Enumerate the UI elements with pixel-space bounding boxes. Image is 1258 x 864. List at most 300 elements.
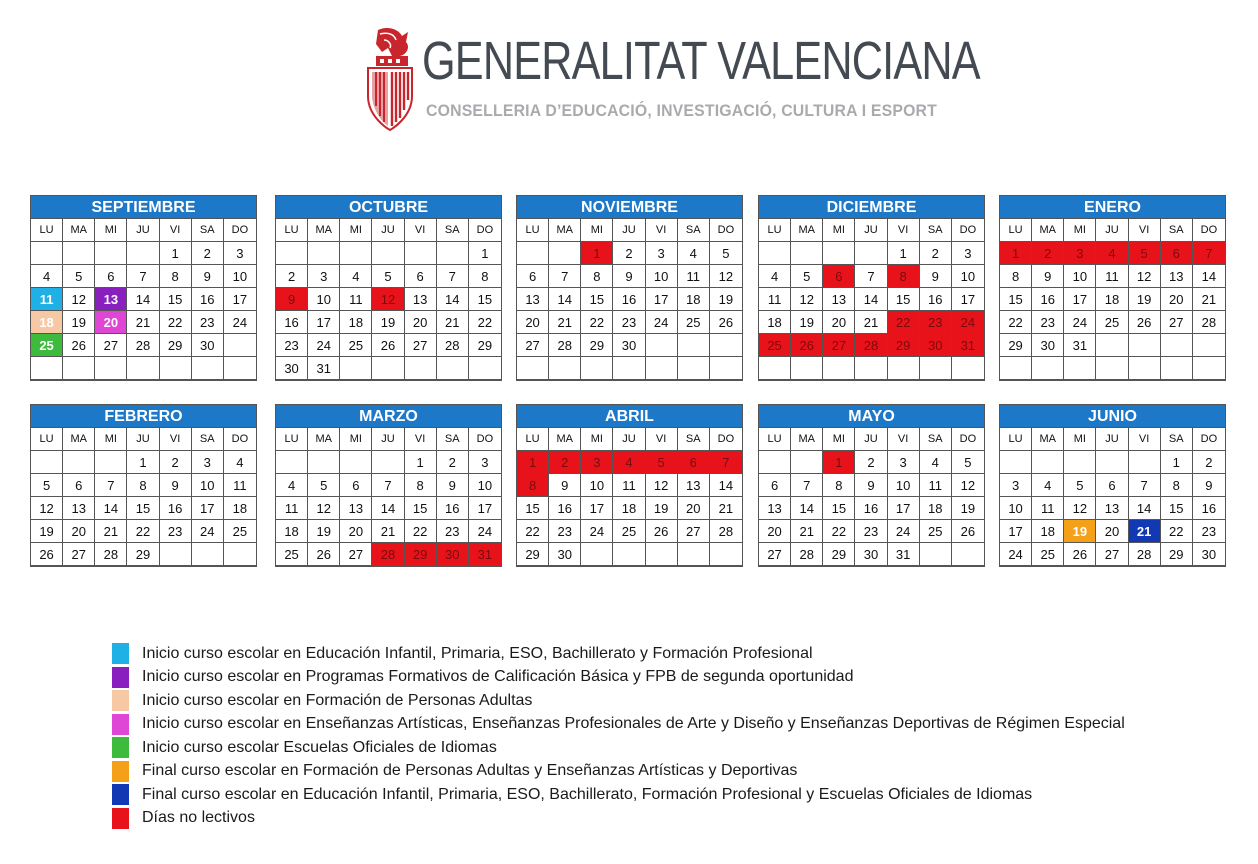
day-cell: 21 <box>549 311 581 334</box>
empty-cell <box>31 242 63 265</box>
empty-cell <box>1096 451 1128 474</box>
day-cell: 23 <box>613 311 645 334</box>
day-cell: 1 <box>1000 242 1032 265</box>
day-cell: 4 <box>31 265 63 288</box>
day-cell: 19 <box>710 288 742 311</box>
empty-cell <box>517 242 549 265</box>
day-cell: 16 <box>276 311 308 334</box>
legend-item <box>112 666 1125 690</box>
day-cell: 26 <box>63 334 95 357</box>
day-cell: 17 <box>192 497 224 520</box>
month-name: NOVIEMBRE <box>517 196 742 219</box>
day-cell: 12 <box>710 265 742 288</box>
empty-cell <box>127 357 159 380</box>
legend-item <box>112 689 1125 713</box>
day-cell: 27 <box>1161 311 1193 334</box>
day-cell: 17 <box>952 288 984 311</box>
empty-cell <box>1161 357 1193 380</box>
weekday-header: DO <box>469 428 501 451</box>
empty-cell <box>517 357 549 380</box>
month-name: FEBRERO <box>31 405 256 428</box>
day-cell: 15 <box>405 497 437 520</box>
day-cell: 11 <box>276 497 308 520</box>
weekday-header: VI <box>160 219 192 242</box>
weekday-header: MA <box>1032 219 1064 242</box>
empty-cell <box>192 357 224 380</box>
day-cell: 19 <box>952 497 984 520</box>
day-cell: 7 <box>372 474 404 497</box>
day-cell: 1 <box>888 242 920 265</box>
weekday-header: SA <box>192 428 224 451</box>
day-cell: 24 <box>224 311 256 334</box>
empty-cell <box>1129 451 1161 474</box>
day-cell: 28 <box>95 543 127 566</box>
weekday-header: MI <box>823 428 855 451</box>
weekday-header: MI <box>1064 428 1096 451</box>
day-cell: 15 <box>1000 288 1032 311</box>
month-name: OCTUBRE <box>276 196 501 219</box>
day-cell: 3 <box>581 451 613 474</box>
day-cell: 25 <box>1032 543 1064 566</box>
day-cell: 26 <box>1129 311 1161 334</box>
day-cell: 23 <box>549 520 581 543</box>
day-cell: 12 <box>646 474 678 497</box>
day-cell: 22 <box>517 520 549 543</box>
day-cell: 16 <box>160 497 192 520</box>
empty-cell <box>340 242 372 265</box>
day-cell: 4 <box>224 451 256 474</box>
legend-label: Final curso escolar en Educación Infantil, Primaria, ESO, Bachillerato, Formación Profesional y Escuelas Oficiales de Idiomas <box>142 785 1033 803</box>
day-cell: 23 <box>192 311 224 334</box>
day-cell: 14 <box>437 288 469 311</box>
empty-cell <box>340 451 372 474</box>
day-cell: 18 <box>340 311 372 334</box>
day-cell: 8 <box>469 265 501 288</box>
day-cell: 30 <box>549 543 581 566</box>
day-cell: 3 <box>224 242 256 265</box>
weekday-header: DO <box>469 219 501 242</box>
legend-swatch <box>112 667 129 688</box>
day-cell: 23 <box>160 520 192 543</box>
day-cell: 16 <box>549 497 581 520</box>
day-cell: 22 <box>127 520 159 543</box>
day-cell: 7 <box>710 451 742 474</box>
day-cell: 20 <box>517 311 549 334</box>
day-cell: 20 <box>95 311 127 334</box>
day-cell: 4 <box>759 265 791 288</box>
weekday-header: JU <box>1096 428 1128 451</box>
day-cell: 4 <box>340 265 372 288</box>
day-cell: 12 <box>1129 265 1161 288</box>
day-cell: 26 <box>791 334 823 357</box>
day-cell: 29 <box>127 543 159 566</box>
month-name: ENERO <box>1000 196 1225 219</box>
day-cell: 13 <box>1096 497 1128 520</box>
day-cell: 13 <box>63 497 95 520</box>
day-cell: 12 <box>31 497 63 520</box>
legend-item <box>112 807 1125 831</box>
month-febrero <box>30 404 257 567</box>
weekday-header: LU <box>517 219 549 242</box>
month-octubre <box>275 195 502 381</box>
day-cell: 29 <box>469 334 501 357</box>
day-cell: 4 <box>613 451 645 474</box>
day-cell: 13 <box>1161 265 1193 288</box>
day-cell: 30 <box>855 543 887 566</box>
day-cell: 9 <box>276 288 308 311</box>
month-name: ABRIL <box>517 405 742 428</box>
day-cell: 17 <box>308 311 340 334</box>
legend-label: Inicio curso escolar Escuelas Oficiales de Idiomas <box>142 738 497 756</box>
day-cell: 20 <box>405 311 437 334</box>
weekday-header: LU <box>1000 428 1032 451</box>
day-cell: 21 <box>791 520 823 543</box>
day-cell: 8 <box>405 474 437 497</box>
day-cell: 6 <box>405 265 437 288</box>
day-cell: 26 <box>646 520 678 543</box>
day-cell: 8 <box>1161 474 1193 497</box>
day-cell: 27 <box>823 334 855 357</box>
empty-cell <box>1096 357 1128 380</box>
day-cell: 1 <box>469 242 501 265</box>
empty-cell <box>276 451 308 474</box>
day-cell: 14 <box>127 288 159 311</box>
day-cell: 5 <box>308 474 340 497</box>
day-cell: 10 <box>1064 265 1096 288</box>
weekday-header: SA <box>678 219 710 242</box>
day-cell: 9 <box>920 265 952 288</box>
day-cell: 8 <box>127 474 159 497</box>
day-cell: 15 <box>1161 497 1193 520</box>
empty-cell <box>1064 357 1096 380</box>
weekday-header: DO <box>710 219 742 242</box>
empty-cell <box>952 543 984 566</box>
day-cell: 27 <box>405 334 437 357</box>
empty-cell <box>1129 357 1161 380</box>
day-cell: 23 <box>1193 520 1225 543</box>
day-cell: 5 <box>63 265 95 288</box>
day-cell: 11 <box>31 288 63 311</box>
month-septiembre <box>30 195 257 381</box>
day-cell: 17 <box>646 288 678 311</box>
day-cell: 16 <box>437 497 469 520</box>
day-cell: 18 <box>920 497 952 520</box>
weekday-header: SA <box>192 219 224 242</box>
day-cell: 5 <box>791 265 823 288</box>
empty-cell <box>308 451 340 474</box>
empty-cell <box>437 242 469 265</box>
day-cell: 2 <box>855 451 887 474</box>
day-cell: 5 <box>372 265 404 288</box>
day-cell: 29 <box>160 334 192 357</box>
day-cell: 24 <box>192 520 224 543</box>
legend-swatch <box>112 761 129 782</box>
day-cell: 27 <box>340 543 372 566</box>
day-cell: 6 <box>759 474 791 497</box>
day-cell: 12 <box>952 474 984 497</box>
day-cell: 5 <box>952 451 984 474</box>
empty-cell <box>791 242 823 265</box>
empty-cell <box>646 334 678 357</box>
day-cell: 14 <box>710 474 742 497</box>
day-cell: 23 <box>1032 311 1064 334</box>
day-cell: 30 <box>920 334 952 357</box>
day-cell: 30 <box>1193 543 1225 566</box>
empty-cell <box>224 543 256 566</box>
weekday-header: JU <box>372 428 404 451</box>
day-cell: 8 <box>823 474 855 497</box>
department-subtitle: CONSELLERIA D’EDUCACIÓ, INVESTIGACIÓ, CULTURA I ESPORT <box>426 101 938 120</box>
day-cell: 24 <box>888 520 920 543</box>
day-cell: 25 <box>276 543 308 566</box>
day-cell: 20 <box>1161 288 1193 311</box>
legend-item <box>112 736 1125 760</box>
day-cell: 31 <box>888 543 920 566</box>
empty-cell <box>127 242 159 265</box>
empty-cell <box>920 543 952 566</box>
day-cell: 30 <box>613 334 645 357</box>
day-cell: 1 <box>405 451 437 474</box>
day-cell: 30 <box>437 543 469 566</box>
day-cell: 27 <box>678 520 710 543</box>
day-cell: 22 <box>888 311 920 334</box>
day-cell: 17 <box>1000 520 1032 543</box>
day-cell: 19 <box>63 311 95 334</box>
weekday-header: MI <box>1064 219 1096 242</box>
empty-cell <box>759 357 791 380</box>
legend-swatch <box>112 690 129 711</box>
day-cell: 28 <box>127 334 159 357</box>
day-cell: 19 <box>646 497 678 520</box>
month-diciembre <box>758 195 985 381</box>
day-cell: 21 <box>855 311 887 334</box>
month-name: JUNIO <box>1000 405 1225 428</box>
weekday-header: MI <box>95 219 127 242</box>
day-cell: 23 <box>276 334 308 357</box>
empty-cell <box>759 242 791 265</box>
day-cell: 10 <box>1000 497 1032 520</box>
day-cell: 29 <box>1161 543 1193 566</box>
day-cell: 27 <box>95 334 127 357</box>
day-cell: 6 <box>1161 242 1193 265</box>
day-cell: 17 <box>581 497 613 520</box>
day-cell: 14 <box>549 288 581 311</box>
day-cell: 29 <box>1000 334 1032 357</box>
day-cell: 26 <box>710 311 742 334</box>
organization-title: GENERALITAT VALENCIANA <box>422 31 980 91</box>
legend-swatch <box>112 714 129 735</box>
day-cell: 9 <box>1193 474 1225 497</box>
empty-cell <box>340 357 372 380</box>
day-cell: 4 <box>1096 242 1128 265</box>
empty-cell <box>855 242 887 265</box>
day-cell: 12 <box>1064 497 1096 520</box>
day-cell: 1 <box>127 451 159 474</box>
day-cell: 24 <box>646 311 678 334</box>
day-cell: 1 <box>581 242 613 265</box>
day-cell: 7 <box>1193 242 1225 265</box>
day-cell: 11 <box>678 265 710 288</box>
day-cell: 7 <box>855 265 887 288</box>
weekday-header: SA <box>437 219 469 242</box>
empty-cell <box>224 334 256 357</box>
day-cell: 22 <box>160 311 192 334</box>
day-cell: 1 <box>823 451 855 474</box>
empty-cell <box>791 357 823 380</box>
weekday-header: VI <box>405 428 437 451</box>
day-cell: 2 <box>1032 242 1064 265</box>
day-cell: 18 <box>1096 288 1128 311</box>
day-cell: 25 <box>1096 311 1128 334</box>
weekday-header: MI <box>823 219 855 242</box>
day-cell: 15 <box>581 288 613 311</box>
day-cell: 15 <box>517 497 549 520</box>
legend-item <box>112 783 1125 807</box>
day-cell: 13 <box>517 288 549 311</box>
empty-cell <box>1193 334 1225 357</box>
day-cell: 13 <box>678 474 710 497</box>
day-cell: 20 <box>1096 520 1128 543</box>
day-cell: 18 <box>759 311 791 334</box>
day-cell: 15 <box>160 288 192 311</box>
weekday-header: DO <box>1193 219 1225 242</box>
weekday-header: DO <box>952 219 984 242</box>
day-cell: 24 <box>469 520 501 543</box>
day-cell: 27 <box>63 543 95 566</box>
empty-cell <box>646 543 678 566</box>
day-cell: 2 <box>1193 451 1225 474</box>
empty-cell <box>888 357 920 380</box>
day-cell: 5 <box>31 474 63 497</box>
empty-cell <box>1161 334 1193 357</box>
empty-cell <box>63 451 95 474</box>
day-cell: 23 <box>437 520 469 543</box>
day-cell: 29 <box>517 543 549 566</box>
month-name: DICIEMBRE <box>759 196 984 219</box>
day-cell: 12 <box>63 288 95 311</box>
weekday-header: SA <box>678 428 710 451</box>
day-cell: 17 <box>888 497 920 520</box>
day-cell: 27 <box>1096 543 1128 566</box>
weekday-header: MA <box>791 428 823 451</box>
legend-label: Final curso escolar en Formación de Personas Adultas y Enseñanzas Artísticas y Deportivas <box>142 762 798 780</box>
weekday-header: VI <box>646 428 678 451</box>
day-cell: 9 <box>1032 265 1064 288</box>
day-cell: 28 <box>710 520 742 543</box>
day-cell: 22 <box>405 520 437 543</box>
weekday-header: SA <box>437 428 469 451</box>
day-cell: 14 <box>1193 265 1225 288</box>
day-cell: 6 <box>678 451 710 474</box>
weekday-header: MI <box>95 428 127 451</box>
weekday-header: DO <box>224 428 256 451</box>
day-cell: 21 <box>437 311 469 334</box>
day-cell: 22 <box>1161 520 1193 543</box>
day-cell: 11 <box>1096 265 1128 288</box>
empty-cell <box>1000 451 1032 474</box>
day-cell: 5 <box>710 242 742 265</box>
day-cell: 11 <box>920 474 952 497</box>
day-cell: 4 <box>678 242 710 265</box>
month-junio <box>999 404 1226 567</box>
day-cell: 25 <box>678 311 710 334</box>
day-cell: 15 <box>888 288 920 311</box>
day-cell: 18 <box>276 520 308 543</box>
month-enero <box>999 195 1226 381</box>
empty-cell <box>95 242 127 265</box>
empty-cell <box>920 357 952 380</box>
day-cell: 31 <box>308 357 340 380</box>
day-cell: 3 <box>646 242 678 265</box>
day-cell: 3 <box>888 451 920 474</box>
day-cell: 11 <box>340 288 372 311</box>
day-cell: 7 <box>549 265 581 288</box>
day-cell: 12 <box>791 288 823 311</box>
day-cell: 10 <box>646 265 678 288</box>
weekday-header: JU <box>1096 219 1128 242</box>
day-cell: 28 <box>549 334 581 357</box>
day-cell: 18 <box>678 288 710 311</box>
empty-cell <box>759 451 791 474</box>
weekday-header: LU <box>517 428 549 451</box>
weekday-header: LU <box>276 428 308 451</box>
weekday-header: VI <box>160 428 192 451</box>
legend-label: Inicio curso escolar en Formación de Personas Adultas <box>142 691 533 709</box>
weekday-header: JU <box>127 219 159 242</box>
day-cell: 6 <box>823 265 855 288</box>
day-cell: 16 <box>1032 288 1064 311</box>
empty-cell <box>31 451 63 474</box>
day-cell: 8 <box>1000 265 1032 288</box>
weekday-header: SA <box>1161 219 1193 242</box>
day-cell: 21 <box>372 520 404 543</box>
weekday-header: JU <box>855 219 887 242</box>
day-cell: 6 <box>517 265 549 288</box>
empty-cell <box>160 357 192 380</box>
legend-label: Inicio curso escolar en Programas Formativos de Calificación Básica y FPB de segunda oportunidad <box>142 668 854 686</box>
legend-swatch <box>112 737 129 758</box>
empty-cell <box>613 543 645 566</box>
weekday-header: DO <box>224 219 256 242</box>
empty-cell <box>710 357 742 380</box>
day-cell: 28 <box>855 334 887 357</box>
weekday-header: VI <box>405 219 437 242</box>
weekday-header: MA <box>308 428 340 451</box>
day-cell: 9 <box>855 474 887 497</box>
empty-cell <box>63 242 95 265</box>
day-cell: 21 <box>127 311 159 334</box>
weekday-header: JU <box>613 428 645 451</box>
day-cell: 5 <box>1064 474 1096 497</box>
day-cell: 18 <box>613 497 645 520</box>
day-cell: 5 <box>1129 242 1161 265</box>
weekday-header: MA <box>549 219 581 242</box>
day-cell: 22 <box>823 520 855 543</box>
day-cell: 15 <box>823 497 855 520</box>
day-cell: 16 <box>613 288 645 311</box>
empty-cell <box>372 242 404 265</box>
empty-cell <box>192 543 224 566</box>
empty-cell <box>678 543 710 566</box>
day-cell: 10 <box>192 474 224 497</box>
day-cell: 20 <box>678 497 710 520</box>
day-cell: 25 <box>920 520 952 543</box>
day-cell: 4 <box>1032 474 1064 497</box>
empty-cell <box>1129 334 1161 357</box>
day-cell: 2 <box>549 451 581 474</box>
day-cell: 20 <box>823 311 855 334</box>
day-cell: 28 <box>1193 311 1225 334</box>
